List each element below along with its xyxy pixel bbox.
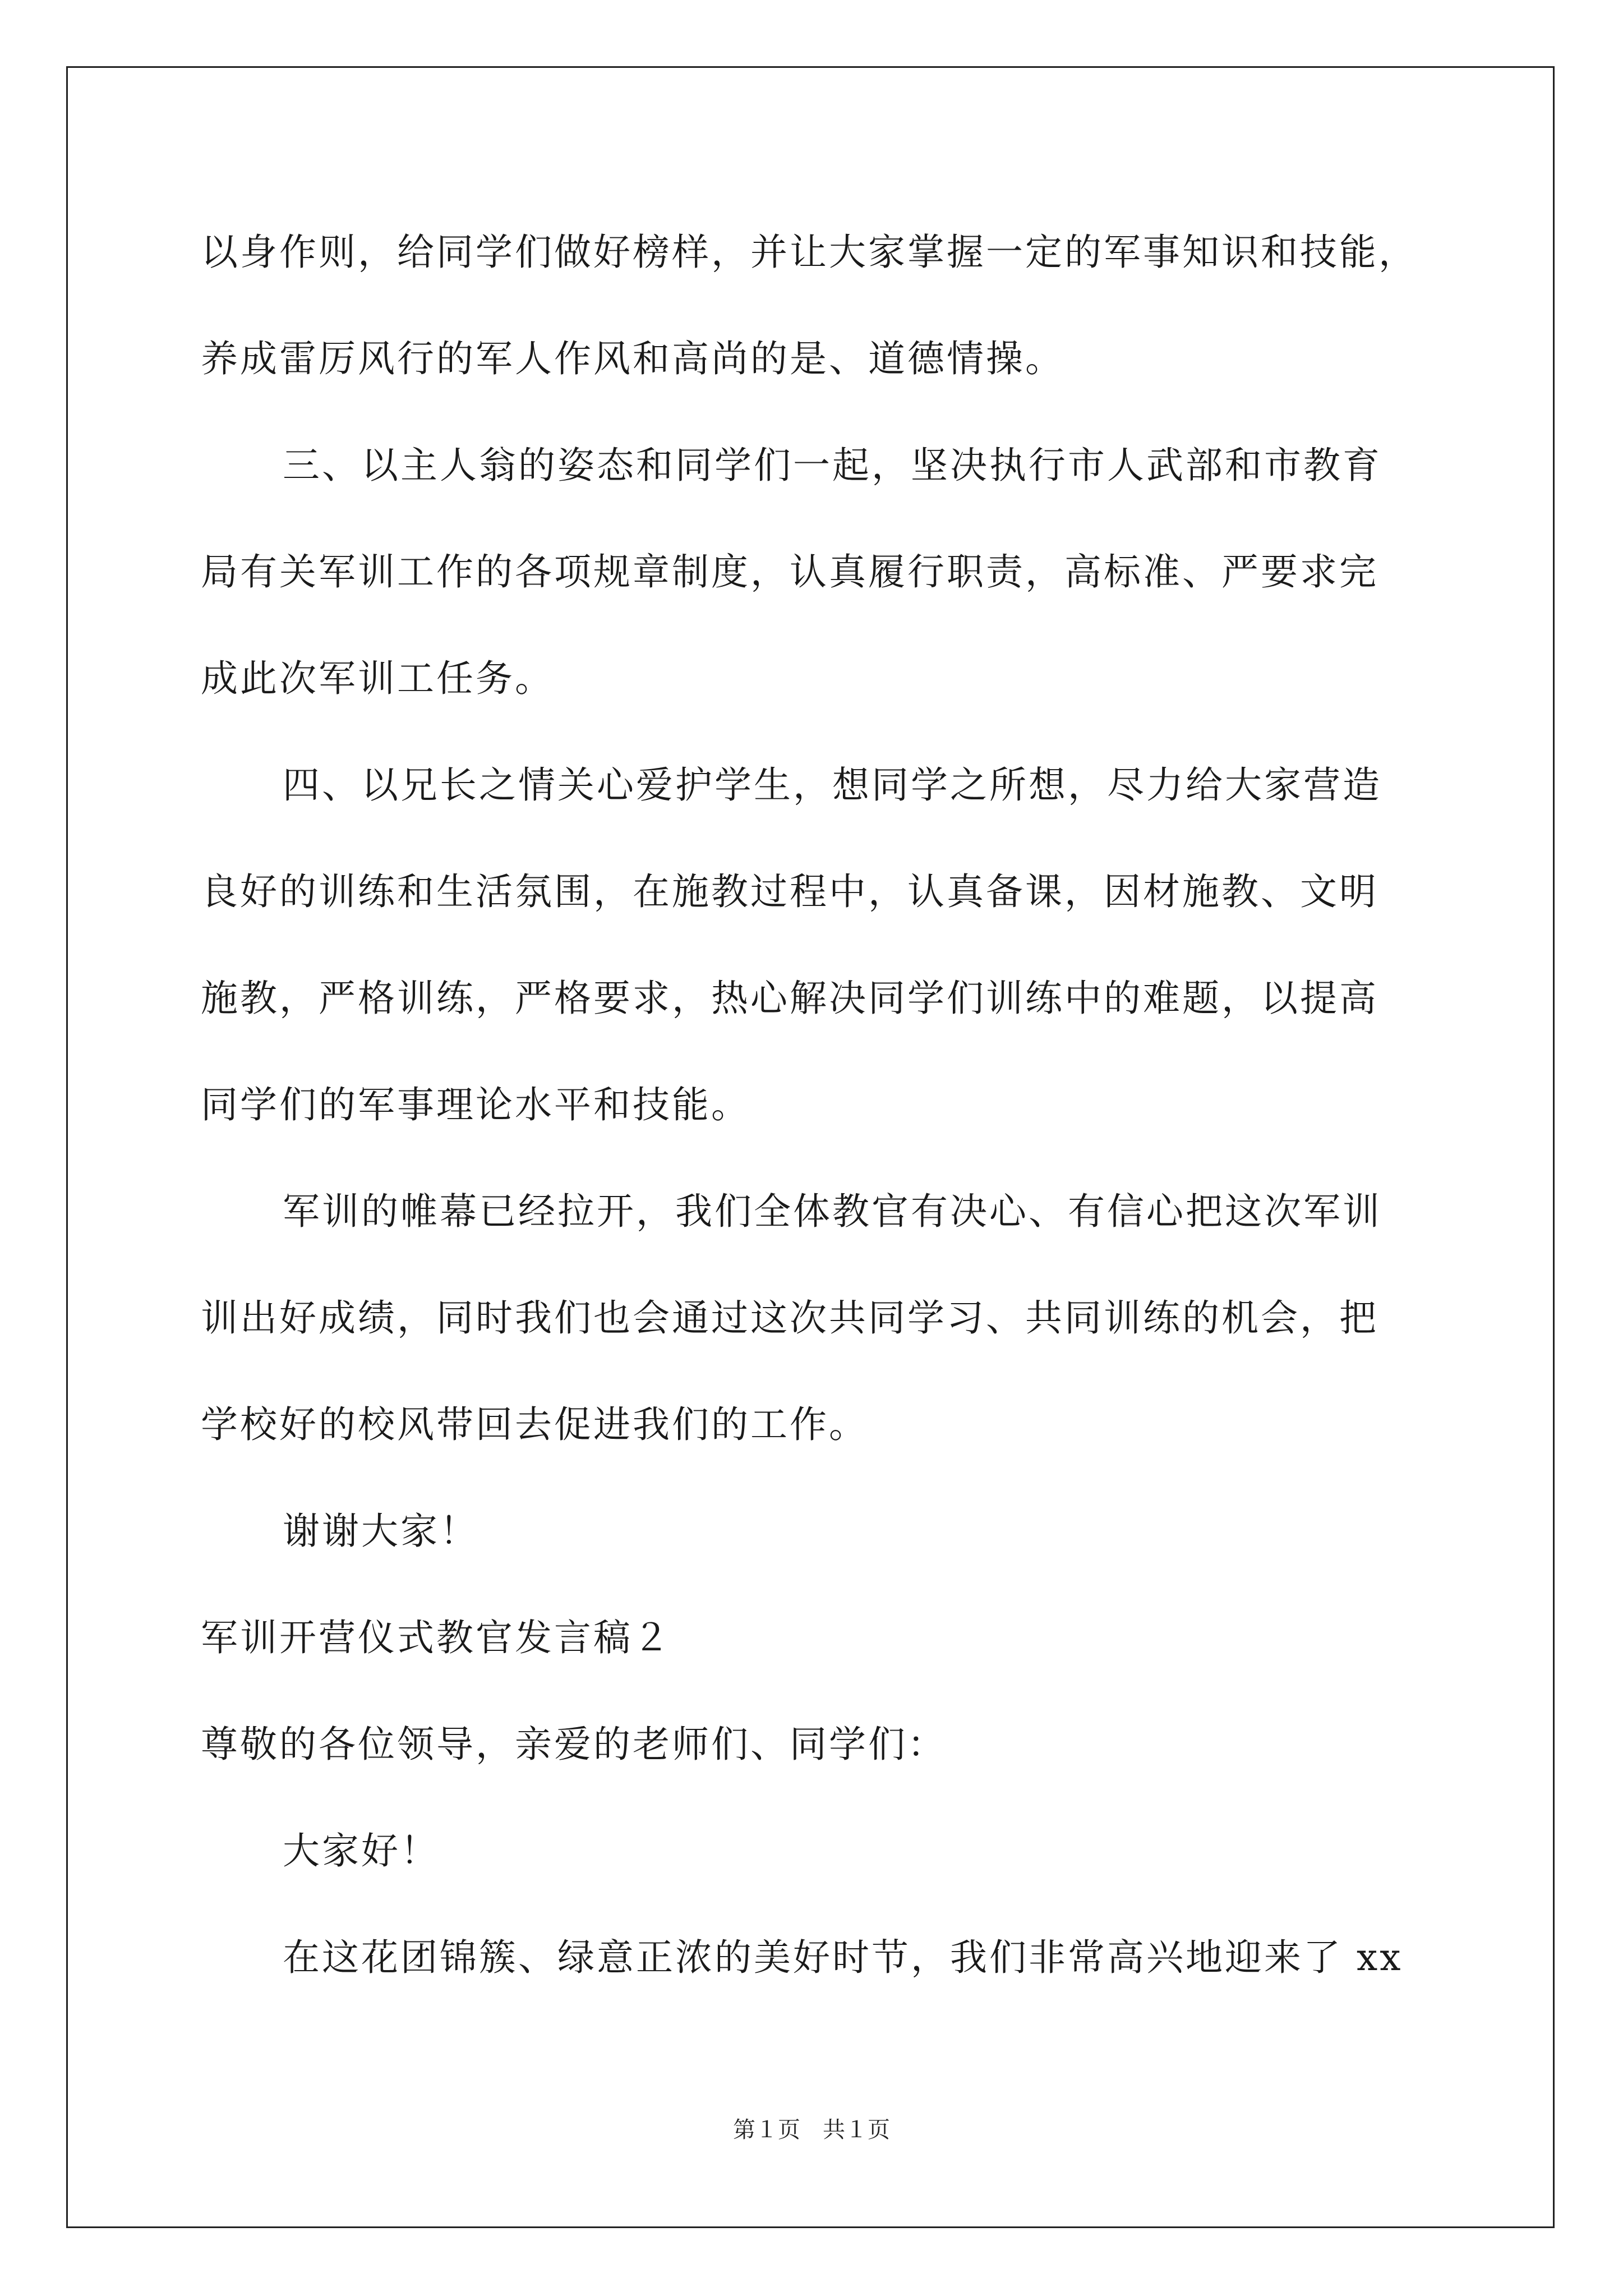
text-line: 同学们的军事理论水平和技能。 bbox=[201, 1083, 750, 1126]
page-border bbox=[66, 66, 1555, 2228]
salutation-line: 尊敬的各位领导，亲爱的老师们、同学们： bbox=[201, 1723, 947, 1766]
section-title: 军训开营仪式教官发言稿２ bbox=[201, 1616, 672, 1659]
text-line: 施教，严格训练，严格要求，热心解决同学们训练中的难题，以提高 bbox=[201, 977, 1378, 1020]
paragraph-start-line: 四、以兄长之情关心爱护学生，想同学之所想，尽力给大家营造 bbox=[283, 763, 1382, 807]
greeting-line: 大家好！ bbox=[283, 1829, 440, 1872]
text-line: 良好的训练和生活氛围，在施教过程中，认真备课，因材施教、文明 bbox=[201, 870, 1378, 913]
paragraph-start-line: 三、以主人翁的姿态和同学们一起，坚决执行市人武部和市教育 bbox=[283, 444, 1382, 487]
text-line: 训出好成绩，同时我们也会通过这次共同学习、共同训练的机会，把 bbox=[201, 1296, 1378, 1340]
text-line: 成此次军训工任务。 bbox=[201, 657, 554, 700]
text-line: 养成雷厉风行的军人作风和高尚的是、道德情操。 bbox=[201, 337, 1064, 380]
text-line: 学校好的校风带回去促进我们的工作。 bbox=[201, 1403, 868, 1446]
page-footer: 第１页 共１页 bbox=[733, 2117, 890, 2143]
paragraph-start-line: 在这花团锦簇、绿意正浓的美好时节，我们非常高兴地迎来了 xx bbox=[283, 1936, 1403, 1979]
paragraph-start-line: 军训的帷幕已经拉开，我们全体教官有决心、有信心把这次军训 bbox=[283, 1190, 1382, 1233]
text-line: 以身作则，给同学们做好榜样，并让大家掌握一定的军事知识和技能， bbox=[201, 231, 1418, 274]
closing-line: 谢谢大家！ bbox=[283, 1510, 479, 1553]
text-line: 局有关军训工作的各项规章制度，认真履行职责，高标准、严要求完 bbox=[201, 550, 1378, 593]
